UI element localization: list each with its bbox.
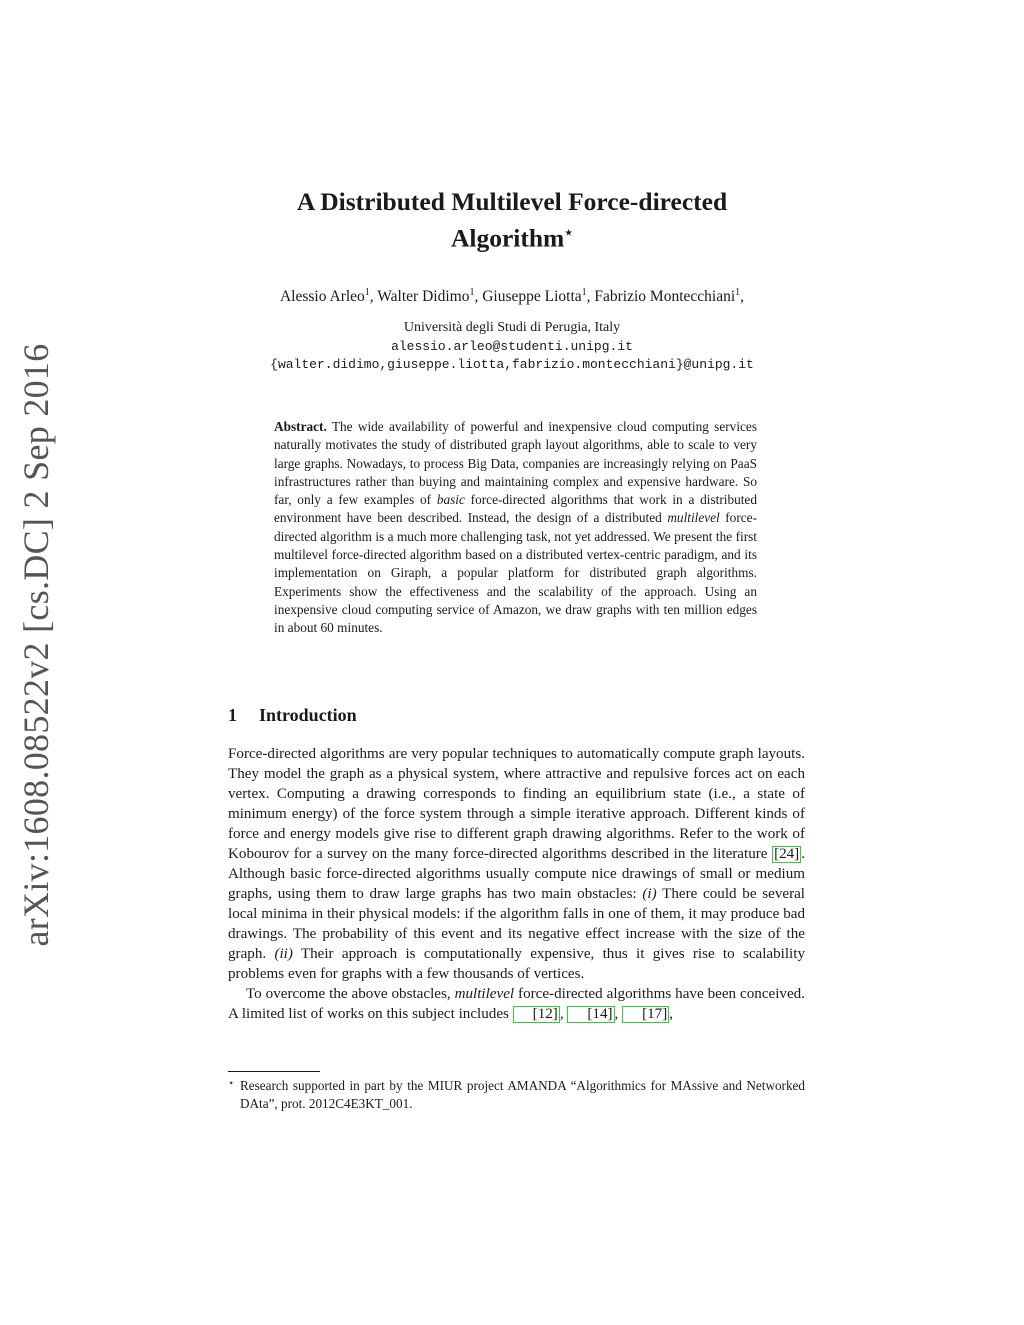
author-affiliation-mark: 1 [735,287,741,298]
section-number: 1 [228,705,237,725]
paragraph-text: , [669,1006,674,1022]
abstract-text: force-directed algorithms that work in a distributed environment have been described. Instead, the design of a distributed [274,492,757,526]
title-footnote-mark[interactable]: ⋆ [564,226,574,241]
institution: Università degli Studi di Perugia, Italy [403,320,621,335]
author-affiliation-mark: 1 [581,287,587,298]
paragraph-emphasis: multilevel [454,986,515,1002]
email-group[interactable]: {walter.didimo,giuseppe.liotta,fabrizio.montecchiani}@unipg.it [270,357,754,372]
paragraph-text: Their approach is computationally expensive, thus it gives rise to scalability problems even for graphs with a few thousands of vertices. [228,946,805,982]
section-heading-introduction [228,705,357,726]
title-line-1: A Distributed Multilevel Force-directed [296,187,728,216]
author-affiliation-mark: 1 [469,287,475,298]
introduction-body [228,744,805,1024]
section-title: Introduction [259,705,357,725]
author-name: Walter Didimo [377,288,470,306]
paragraph-text: There could be several local minima in their physical models: if the algorithm falls in one of them, it may produce bad drawings. The probability of this event and its negative effect increase with the size of the graph. [228,886,805,962]
paragraph-text: Force-directed algorithms are very popular techniques to automatically compute graph layouts. They model the graph as a physical system, where attractive and repulsive forces act on each vertex. Computing a drawing corresponds to finding an equilibrium state (i.e., a state of minimum energy) of the force system through a simple iterative approach. Different kinds of force and energy models give rise to different graph drawing algorithms. Refer to the work of Kobourov for a survey on the many force-directed algorithms described in the literature [228,746,805,862]
paragraph-text: . Although basic force-directed algorithms usually compute nice drawings of small or medium graphs, using them to draw large graphs has two main obstacles: [228,846,805,902]
abstract-emphasis: basic [436,492,465,508]
arxiv-identifier: arXiv:1608.08522v2 [cs.DC] 2 Sep 2016 [16,343,56,947]
affiliation-block [0,319,1024,375]
citation-link[interactable]: [12] [513,1006,560,1023]
enumeration-marker: (ii) [274,946,293,962]
author-name: Alessio Arleo [279,288,365,306]
author-separator: , [586,288,595,306]
footnote-divider [228,1071,320,1072]
citation-separator: , [559,1006,568,1022]
citation-link[interactable]: [17] [622,1006,669,1023]
footnote-mark: ⋆ [228,1078,235,1089]
paper-title [0,186,1024,255]
email-primary[interactable]: alessio.arleo@studenti.unipg.it [391,338,633,354]
author-list [0,283,1024,307]
paragraph [228,984,805,1024]
author-name: Giuseppe Liotta [482,288,582,306]
abstract-label: Abstract. [274,419,327,434]
paragraph-text: To overcome the above obstacles, [246,986,455,1002]
author-separator: , [740,288,745,306]
paragraph [228,744,805,984]
paragraph-text: force-directed algorithms have been conceived. A limited list of works on this subject includes [228,986,805,1022]
footnote-text: Research supported in part by the MIUR project AMANDA “Algorithmics for MAssive and Networked DAta”, prot. 2012C4E3KT_001. [240,1078,805,1111]
enumeration-marker: (i) [642,886,657,902]
author-affiliation-mark: 1 [364,287,370,298]
title-line-2: Algorithm [450,223,565,253]
citation-link[interactable]: [14] [567,1006,614,1023]
author-separator: , [369,288,378,306]
citation-separator: , [614,1006,623,1022]
author-separator: , [474,288,483,306]
footnote [228,1077,805,1113]
abstract-text: force-directed algorithm is a much more challenging task, not yet addressed. We present the first multilevel force-directed algorithm based on a distributed vertex-centric paradigm, and its implementation on Giraph, a popular platform for distributed graph algorithms. Experiments show the effectiveness and the scalability of the approach. Using an inexpensive cloud computing service of Amazon, we draw graphs with ten million edges in about 60 minutes. [274,510,757,636]
citation-link[interactable]: [24] [774,846,800,862]
abstract-emphasis: multilevel [667,510,720,526]
abstract [274,418,757,638]
author-name: Fabrizio Montecchiani [594,288,736,306]
abstract-text: The wide availability of powerful and inexpensive cloud computing services naturally motivates the study of distributed graph layout algorithms, able to scale to very large graphs. Nowadays, to process Big Data, companies are increasingly relying on PaaS infrastructures rather than buying and maintaining complex and expensive hardware. So far, only a few examples of [274,419,757,508]
